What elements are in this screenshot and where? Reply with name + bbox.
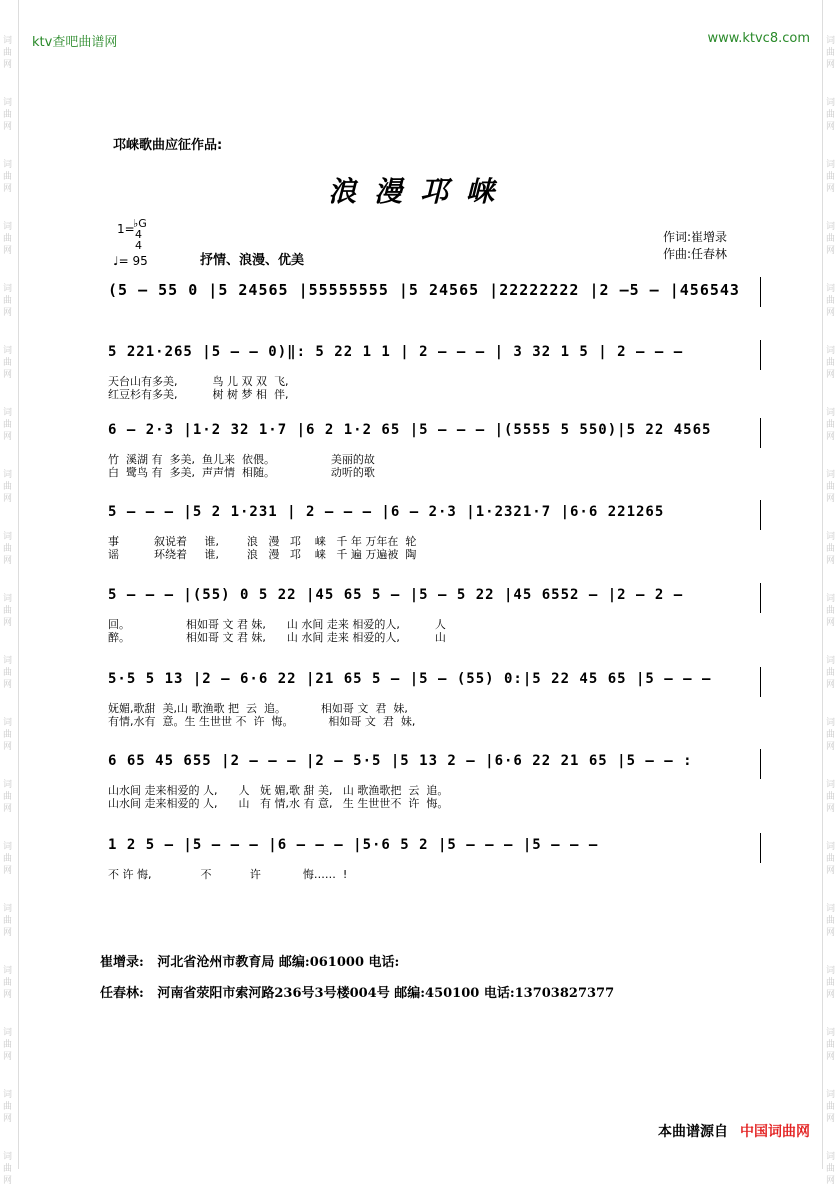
barline bbox=[760, 667, 761, 697]
barline bbox=[760, 340, 761, 370]
contest-label: 邛崃歌曲应征作品: bbox=[113, 138, 223, 153]
watermark-text: 词 曲 网 bbox=[3, 36, 13, 70]
barline bbox=[760, 277, 761, 307]
score-line-7 bbox=[108, 749, 763, 779]
score-notes: 6 65 45 655 |2 – – – |2 – 5·5 |5 13 2 – |6·6 22 21 65 |5 – – : bbox=[108, 753, 693, 769]
watermark-text: 词 曲 网 bbox=[826, 594, 836, 628]
watermark-text: 词 曲 网 bbox=[826, 1090, 836, 1124]
contact-2 bbox=[100, 982, 614, 1001]
watermark-text: 词 曲 网 bbox=[3, 594, 13, 628]
watermark-text: 词 曲 网 bbox=[826, 966, 836, 1000]
lyricist-credit: 作词:崔增录 bbox=[663, 230, 728, 244]
key-flat: ♭G bbox=[133, 217, 147, 230]
time-signature bbox=[133, 218, 147, 251]
lyric-line: 红豆杉有多美, 树 树 梦 相 伴, bbox=[108, 388, 289, 401]
score-line-8 bbox=[108, 833, 763, 863]
lyric-line: 有情,水有 意。生 生世世 不 许 悔。 相如哥 文 君 妹, bbox=[108, 715, 416, 728]
watermark-text: 词 曲 网 bbox=[3, 904, 13, 938]
watermark-text: 词 曲 网 bbox=[3, 532, 13, 566]
score-line-5 bbox=[108, 583, 763, 613]
score-line-3 bbox=[108, 418, 763, 448]
watermark-text: 词 曲 网 bbox=[826, 470, 836, 504]
score-notes: 5 – – – |5 2 1·231 | 2 – – – |6 – 2·3 |1·2321·7 |6·6 221265 bbox=[108, 504, 665, 520]
key-main: 1= bbox=[117, 222, 135, 236]
watermark-text: 词 曲 网 bbox=[826, 160, 836, 194]
score-notes: 5 – – – |(55) 0 5 22 |45 65 5 – |5 – 5 22 |45 6552 – |2 – 2 – bbox=[108, 587, 684, 603]
watermark-text: 词 曲 网 bbox=[826, 532, 836, 566]
lyric-line: 天台山有多美, 鸟 儿 双 双 飞, bbox=[108, 375, 289, 388]
style-mark: 抒情、浪漫、优美 bbox=[200, 253, 305, 268]
score-notes: 1 2 5 – |5 – – – |6 – – – |5·6 5 2 |5 – – – |5 – – – bbox=[108, 837, 599, 853]
score-line-6 bbox=[108, 667, 763, 697]
score-line-1 bbox=[108, 277, 763, 307]
lyric-line: 谣 环绕着 谁, 浪 漫 邛 崃 千 遍 万遍被 陶 bbox=[108, 548, 417, 561]
source-label: 本曲谱源自 bbox=[658, 1124, 728, 1140]
watermark-text: 词 曲 网 bbox=[3, 1152, 13, 1186]
watermark-text: 词 曲 网 bbox=[826, 222, 836, 256]
site-url-right[interactable]: www.ktvc8.com bbox=[707, 31, 810, 46]
barline bbox=[760, 418, 761, 448]
contact-1-label: 崔增录: bbox=[100, 955, 144, 970]
lyric-line: 醉。 相如哥 文 君 妹, 山 水间 走来 相爱的人, 山 bbox=[108, 631, 446, 644]
lyric-line: 山水间 走来相爱的 人, 人 妩 媚,歌 甜 美, 山 歌渔歌把 云 追。 bbox=[108, 784, 449, 797]
lyric-line: 山水间 走来相爱的 人, 山 有 情,水 有 意, 生 生世世不 许 悔。 bbox=[108, 797, 449, 810]
watermark-text: 词 曲 网 bbox=[826, 98, 836, 132]
contact-2-label: 任春林: bbox=[100, 986, 144, 1001]
watermark-text: 词 曲 网 bbox=[3, 160, 13, 194]
barline bbox=[760, 500, 761, 530]
lyric-line: 妩媚,歌甜 美,山 歌渔歌 把 云 追。 相如哥 文 君 妹, bbox=[108, 702, 408, 715]
score-line-2 bbox=[108, 340, 763, 370]
lyric-line: 白 鹭鸟 有 多美, 声声情 相随。 动听的歌 bbox=[108, 466, 375, 479]
watermark-text: 词 曲 网 bbox=[826, 904, 836, 938]
watermark-text: 词 曲 网 bbox=[826, 346, 836, 380]
site-name-left[interactable]: ktv查吧曲谱网 bbox=[32, 35, 118, 50]
score-notes: (5 – 55 0 |5 24565 |55555555 |5 24565 |22222222 |2 –5 – |456543 bbox=[108, 281, 740, 299]
watermark-text: 词 曲 网 bbox=[3, 346, 13, 380]
lyric-line: 竹 溪湖 有 多美, 鱼儿来 依偎。 美丽的故 bbox=[108, 453, 375, 466]
tempo-mark: ♩= 95 bbox=[113, 254, 148, 268]
composer-credit: 作曲:任春林 bbox=[663, 247, 728, 261]
watermark-text: 词 曲 网 bbox=[826, 656, 836, 690]
watermark-text: 词 曲 网 bbox=[826, 842, 836, 876]
time-top: 4 bbox=[135, 228, 142, 241]
watermark-text: 词 曲 网 bbox=[826, 780, 836, 814]
watermark-text: 词 曲 网 bbox=[3, 284, 13, 318]
watermark-text: 词 曲 网 bbox=[826, 1152, 836, 1186]
watermark-text: 词 曲 网 bbox=[3, 222, 13, 256]
watermark-text: 词 曲 网 bbox=[826, 408, 836, 442]
lyric-line: 不 许 悔, 不 许 悔…… ! bbox=[108, 868, 348, 881]
watermark-text: 词 曲 网 bbox=[826, 718, 836, 752]
watermark-text: 词 曲 网 bbox=[3, 966, 13, 1000]
watermark-text: 词 曲 网 bbox=[3, 718, 13, 752]
watermark-text: 词 曲 网 bbox=[826, 1028, 836, 1062]
source-footer bbox=[658, 1121, 810, 1141]
contact-1-text: 河北省沧州市教育局 邮编:061000 电话: bbox=[157, 955, 400, 970]
barline bbox=[760, 833, 761, 863]
lyric-line: 回。 相如哥 文 君 妹, 山 水间 走来 相爱的人, 人 bbox=[108, 618, 446, 631]
lyric-line: 事 叙说着 谁, 浪 漫 邛 崃 千 年 万年在 轮 bbox=[108, 535, 417, 548]
watermark-text: 词 曲 网 bbox=[3, 1090, 13, 1124]
watermark-text: 词 曲 网 bbox=[3, 656, 13, 690]
score-notes: 5 221·265 |5 – – 0)‖: 5 22 1 1 | 2 – – – | 3 32 1 5 | 2 – – – bbox=[108, 344, 684, 360]
key-signature bbox=[117, 217, 147, 252]
watermark-text: 词 曲 网 bbox=[3, 470, 13, 504]
source-site-link[interactable]: 中国词曲网 bbox=[740, 1124, 810, 1140]
watermark-text: 词 曲 网 bbox=[3, 780, 13, 814]
song-title: 浪漫邛崃 bbox=[327, 175, 512, 208]
score-notes: 5·5 5 13 |2 – 6·6 22 |21 65 5 – |5 – (55) 0:|5 22 45 65 |5 – – – bbox=[108, 671, 712, 687]
contact-1 bbox=[100, 951, 399, 970]
barline bbox=[760, 749, 761, 779]
watermark-text: 词 曲 网 bbox=[826, 36, 836, 70]
watermark-text: 词 曲 网 bbox=[826, 284, 836, 318]
watermark-text: 词 曲 网 bbox=[3, 98, 13, 132]
barline bbox=[760, 583, 761, 613]
score-line-4 bbox=[108, 500, 763, 530]
score-notes: 6 – 2·3 |1·2 32 1·7 |6 2 1·2 65 |5 – – – |(5555 5 550)|5 22 4565 bbox=[108, 422, 712, 438]
time-bottom: 4 bbox=[135, 239, 142, 252]
contact-2-text: 河南省荥阳市索河路236号3号楼004号 邮编:450100 电话:13703827377 bbox=[157, 986, 615, 1001]
watermark-text: 词 曲 网 bbox=[3, 408, 13, 442]
watermark-text: 词 曲 网 bbox=[3, 842, 13, 876]
watermark-text: 词 曲 网 bbox=[3, 1028, 13, 1062]
